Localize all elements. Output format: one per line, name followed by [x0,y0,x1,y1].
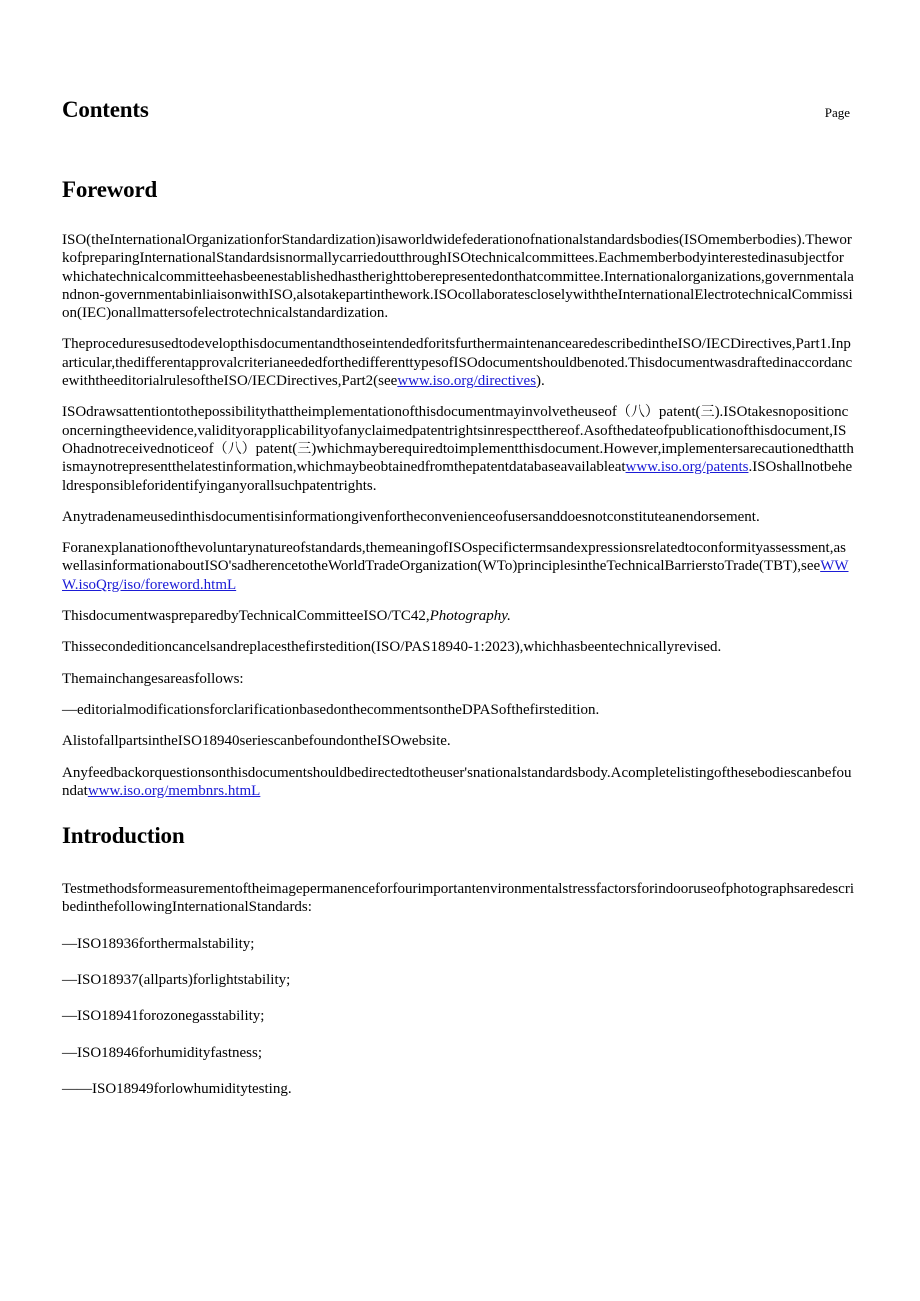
patent-text-segment-3: ).ISOtakesnopositionconcerningtheevidence,validityorapplicabilityofanyclaimedpatentrightsinrespectthereof.Asofthedateofpublicationofthisdocument,ISOhadnotreceivednoticeof [62,404,849,457]
patent-text-segment-5: )whichmayberequiredtoimplementthisdocument.However,implementersarecautionedthatthismaynotrepresentthelatestinformation,whichmaybeobtainedfromthepatentdatabaseavailableat [62,440,854,476]
list-item: —ISO18941forozonegasstability; [62,1008,265,1025]
iso-members-link[interactable]: www.iso.org/membnrs.htmL [87,782,261,799]
committee-scope-italic: Photography. [429,608,511,625]
foreword-paragraph-3-patents [62,403,854,494]
patent-text-segment-4: patent( [255,440,298,457]
list-item: —ISO18937(allparts)forlightstability; [62,972,291,989]
foreword-paragraph-8-changes-intro: Themainchangesareasfollows: [62,670,244,687]
patent-text-segment-6: .ISOshallnotbeheldresponsibleforidentifyinganyorallsuchpatentrights. [62,459,853,494]
iso-patents-link[interactable]: www.iso.org/patents [625,459,749,476]
page-content-column [62,0,854,1098]
foreword-paragraph-4-tradename: Anytradenameusedinthisdocumentisinformationgivenfortheconvenienceofusersanddoesnotconstituteanendorsement. [62,508,760,525]
foreword-paragraph-10-series-list: AlistofallpartsintheISO18940seriescanbefoundontheISOwebsite. [62,733,451,750]
foreword-paragraph-11-feedback [62,764,854,801]
foreword-change-item-editorial: —editorialmodificationsforclarificationbasedonthecommentsontheDPASofthefirstedition. [62,701,600,718]
list-item: ——ISO18949forlowhumiditytesting. [62,1080,292,1097]
cjk-parenthetical-2: （八） [213,440,256,457]
foreword-paragraph-2 [62,335,854,390]
patent-text-segment-2: patent( [658,404,701,421]
foreword-paragraph-2-tail: ). [536,373,545,390]
committee-text-segment: ThisdocumentwaspreparedbyTechnicalCommitteeISO/TC42, [62,608,430,625]
foreword-heading: Foreword [62,177,158,202]
foreword-paragraph-5-wto [62,539,854,594]
page-column-label: Page [824,105,850,120]
patent-text-segment-1: ISOdrawsattentiontothepossibilitythattheimplementationofthisdocumentmayinvolvetheuseof [62,404,617,421]
iso-directives-link[interactable]: www.iso.org/directives [397,373,537,390]
cjk-parenthetical-1: （八） [616,404,659,421]
list-item: —ISO18936forthermalstability; [62,935,255,952]
feedback-text-segment: Anyfeedbackorquestionsonthisdocumentshouldbedirectedtotheuser'snationalstandardsbody.Acompletelistingofthesebodiescanbefoundat [62,764,852,799]
foreword-paragraph-7-edition: Thissecondeditioncancelsandreplacesthefirstedition(ISO/PAS18940-1:2023),whichhasbeentechnicallyrevised. [62,639,722,656]
cjk-character-1: 三 [700,404,715,421]
introduction-standards-list [62,935,854,1098]
introduction-paragraph-1: TestmethodsformeasurementoftheimagepermanenceforfourimportantenvironmentalstressfactorsforindooruseofphotographsaredescribedinthefollowingInternationalStandards: [62,881,854,916]
wto-text-segment: Foranexplanationofthevoluntarynatureofstandards,themeaningofISOspecifictermsandexpressionsrelatedtoconformityassessment,aswellasinformationaboutISO'sadherencetotheWorldTradeOrganization(WTo)principlesintheTechnicalBarrierstoTrade(TBT),see [62,540,846,575]
cjk-character-2: 三 [297,440,312,457]
contents-header-row [62,96,854,142]
introduction-heading: Introduction [62,823,185,849]
list-item: —ISO18946forhumidityfastness; [62,1044,262,1061]
foreword-paragraph-1: ISO(theInternationalOrganizationforStandardization)isaworldwidefederationofnationalstandardsbodies(ISOmemberbodies).TheworkofpreparingInternationalStandardsisnormallycarriedoutthroughISOtechnicalcommittees.Eachmemberbodyinterestedinasubjectforwhichatechnicalcommitteehasbeenestablishedhastherighttoberepresentedonthatcommittee.Internationalorganizations,governmentalandnon-governmentabinliaisonwithISO,alsotakepartinthework.ISOcollaboratescloselywiththeInternationalElectrotechnicalCommission(IEC)onallmattersofelectrotechnicalstandardization. [62,232,854,322]
iso-foreword-link[interactable]: WWW.isoQrg/iso/foreword.htmL [62,558,849,593]
foreword-paragraph-2-text: TheproceduresusedtodevelopthisdocumentandthoseintendedforitsfurthermaintenancearedescribedintheISO/IECDirectives,Part1.Inparticular,thedifferentapprovalcriterianeededforthedifferenttypesofISOdocumentshouldbenoted.ThisdocumentwasdraftedinaccordancewiththeeditorialrulesoftheISO/IECDirectives,Part2(see [62,336,853,390]
foreword-paragraph-6-committee [62,607,854,625]
contents-title: Contents [62,97,149,122]
